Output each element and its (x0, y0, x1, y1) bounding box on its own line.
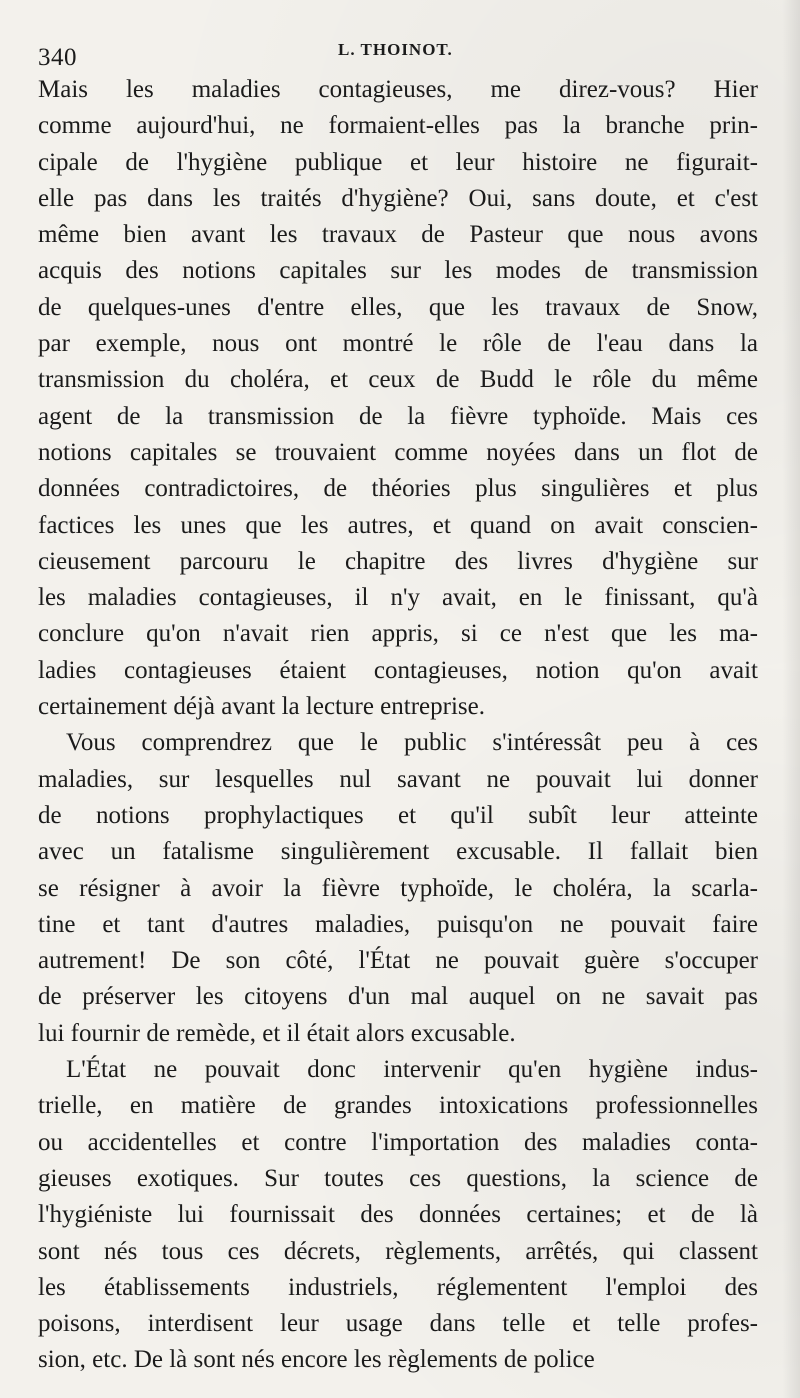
text-line: tine et tant d'autres maladies, puisqu'on ne pouvait faire (38, 910, 758, 938)
text-line: l'hygiéniste lui fournissait des données certaines; et de là (38, 1201, 758, 1229)
text-line: trielle, en matière de grandes intoxications professionnelles (38, 1092, 758, 1120)
page-header (38, 36, 756, 71)
text-line: de préserver les citoyens d'un mal auquel on ne savait pas (38, 983, 758, 1011)
running-head: L. THOINOT. (338, 40, 453, 59)
text-line: notions capitales se trouvaient comme noyées dans un flot de (38, 438, 758, 466)
text-line: autrement! De son côté, l'État ne pouvait guère s'occuper (38, 947, 758, 975)
text-line: par exemple, nous ont montré le rôle de l'eau dans la (38, 330, 758, 358)
text-line: lui fournir de remède, et il était alors excusable. (38, 1019, 516, 1047)
text-line: cieusement parcouru le chapitre des livres d'hygiène sur (38, 547, 758, 575)
paragraph-first-line: L'État ne pouvait donc intervenir qu'en hygiène indus- (66, 1056, 758, 1084)
text-line: factices les unes que les autres, et quand on avait conscien- (38, 511, 758, 539)
page-edge-shadow (782, 0, 800, 1398)
paragraph-first-line: Vous comprendrez que le public s'intéressât peu à ces (66, 729, 758, 757)
text-line: les maladies contagieuses, il n'y avait, en le finissant, qu'à (38, 584, 758, 612)
text-line: de quelques-unes d'entre elles, que les travaux de Snow, (38, 293, 758, 321)
text-line: ou accidentelles et contre l'importation des maladies conta- (38, 1128, 758, 1156)
text-line: avec un fatalisme singulièrement excusable. Il fallait bien (38, 838, 758, 866)
text-line: conclure qu'on n'avait rien appris, si ce n'est que les ma- (38, 620, 758, 648)
text-line: ladies contagieuses étaient contagieuses, notion qu'on avait (38, 656, 758, 684)
text-line: maladies, sur lesquelles nul savant ne pouvait lui donner (38, 765, 758, 793)
text-line: agent de la transmission de la fièvre typhoïde. Mais ces (38, 402, 758, 430)
text-line: se résigner à avoir la fièvre typhoïde, le choléra, la scarla- (38, 874, 758, 902)
text-line: Mais les maladies contagieuses, me direz-vous? Hier (38, 76, 758, 103)
body-text (38, 72, 758, 1379)
text-line: les établissements industriels, réglementent l'emploi des (38, 1273, 758, 1301)
text-line: cipale de l'hygiène publique et leur histoire ne figurait- (38, 148, 758, 176)
text-line: données contradictoires, de théories plus singulières et plus (38, 475, 758, 503)
text-line: comme aujourd'hui, ne formaient-elles pas la branche prin- (38, 112, 758, 140)
text-line: poisons, interdisent leur usage dans telle et telle profes- (38, 1310, 758, 1338)
text-line: sont nés tous ces décrets, règlements, arrêtés, qui classent (38, 1237, 758, 1265)
text-line: de notions prophylactiques et qu'il subît leur atteinte (38, 801, 758, 829)
text-line: gieuses exotiques. Sur toutes ces questions, la science de (38, 1164, 758, 1192)
text-line: elle pas dans les traités d'hygiène? Oui, sans doute, et c'est (38, 184, 758, 212)
text-line: certainement déjà avant la lecture entreprise. (38, 693, 485, 721)
text-line: même bien avant les travaux de Pasteur que nous avons (38, 221, 758, 249)
page-number: 340 (38, 44, 77, 71)
text-line: sion, etc. De là sont nés encore les règlements de police (38, 1346, 595, 1374)
text-line: acquis des notions capitales sur les modes de transmission (38, 257, 758, 285)
text-line: transmission du choléra, et ceux de Budd le rôle du même (38, 366, 758, 394)
